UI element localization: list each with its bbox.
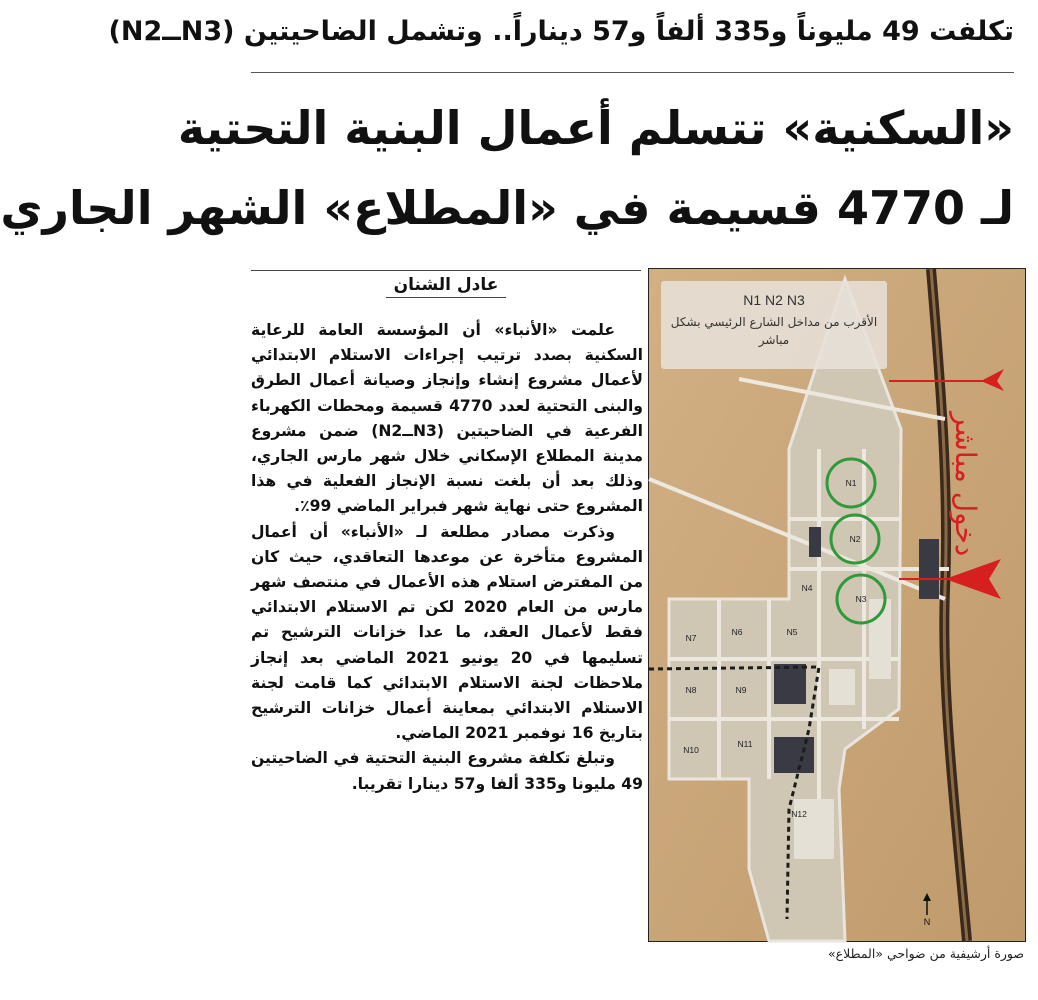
article-paragraph: وذكرت مصادر مطلعة لـ «الأنباء» أن أعمال المشروع متأخرة عن موعدها التعاقدي، حيث كان من المفترض استلام هذه الأعمال في منتصف شهر مارس من العام 2020 لكن تم الاستلام الابتدائي فقط لأعمال العقد، ما عدا خزانات الترشيح تم تسليمها في 20 يونيو 2021 الماضي بعد إنجاز ملاحظات لجنة الاستلام الابتدائي كما قامت لجنة الاستلام الابتدائي بمعاينة أعمال خزانات الترشيح بتاريخ 16 نوفمبر 2021 الماضي. [251,522,644,743]
map-image [648,268,1026,942]
article-body [251,318,643,990]
direct-entry-label: دخول مباشر [949,411,982,557]
zone-label: N1 [845,478,857,488]
article-paragraph: وتبلغ تكلفة مشروع البنية التحتية في الضاحيتين 49 مليونا و335 ألفا و57 دينارا تقريبا. [251,749,643,793]
zone-label: N10 [683,745,699,755]
zone-label: N5 [786,627,798,637]
zone-label: N12 [791,809,807,819]
zone-label: N7 [685,633,697,643]
zone-label: N3 [855,594,867,604]
svg-text:N: N [923,917,931,927]
zone-label: N4 [801,583,813,593]
kicker-headline: تكلفت 49 مليوناً و335 ألفاً و57 ديناراً.. وتشمل الضاحيتين (N3ــN2) [108,16,1014,47]
legend-subtitle: الأقرب من مداخل الشارع الرئيسي بشكل مباشر [670,315,878,347]
divider [251,72,1014,73]
zone-label: N2 [849,534,861,544]
map-caption: صورة أرشيفية من ضواحي «المطلاع» [828,946,1024,961]
zone-label: N8 [685,685,697,695]
headline-line-2: لـ 4770 قسيمة في «المطلاع» الشهر الجاري [0,181,1014,235]
zone-label: N11 [737,739,753,749]
legend-title: N1 N2 N3 [743,292,805,308]
zone-label: N9 [735,685,747,695]
byline [251,270,641,303]
headline-line-1: «السكنية» تتسلم أعمال البنية التحتية [177,101,1014,155]
zone-label: N6 [731,627,743,637]
article-paragraph: علمت «الأنباء» أن المؤسسة العامة للرعاية السكنية بصدد ترتيب إجراءات الاستلام الابتدائي لأعمال مشروع إنشاء وإنجاز وصيانة أعمال الطرق والبنى التحتية لعدد 4770 قسيمة ومحطات الكهرباء الفرعية في الضاحيتين (N3ــN2) ضمن مشروع مدينة المطلاع الإسكاني خلال شهر مارس الجاري، وذلك بعد أن بلغت نسبة الإنجاز الفعلية في هذا المشروع حتى نهاية شهر فبراير الماضي 99٪. [251,321,643,516]
author-name: عادل الشنان [386,275,507,298]
